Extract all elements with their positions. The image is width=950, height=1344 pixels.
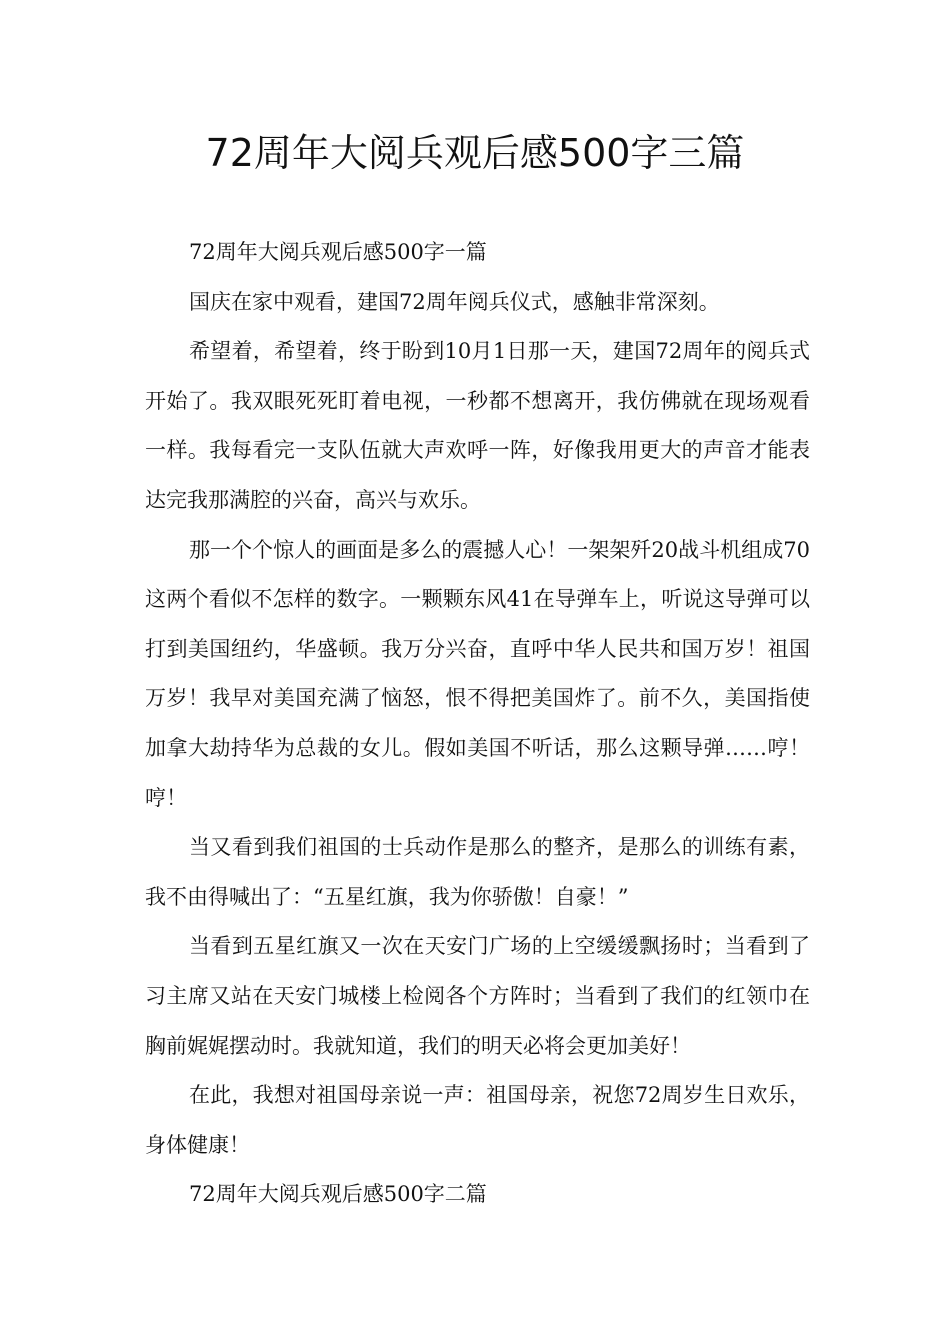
- section-heading-2: 72周年大阅兵观后感500字二篇: [189, 1182, 487, 1207]
- paragraph: 希望着，希望着，终于盼到10月1日那一天，建国72周年的阅兵式开始了。我双眼死死盯着电视，一秒都不想离开，我仿佛就在现场观看一样。我每看完一支队伍就大声欢呼一阵，好像我用更大的声音才能表达完我那满腔的兴奋，高兴与欢乐。: [145, 339, 810, 512]
- document-title: 72周年大阅兵观后感500字三篇: [205, 131, 745, 175]
- paragraph: 那一个个惊人的画面是多么的震撼人心！一架架歼20战斗机组成70这两个看似不怎样的数字。一颗颗东风41在导弹车上，听说这导弹可以打到美国纽约，华盛顿。我万分兴奋，直呼中华人民共和国万岁！祖国万岁！我早对美国充满了恼怒，恨不得把美国炸了。前不久，美国指使加拿大劫持华为总裁的女儿。假如美国不听话，那么这颗导弹……哼！哼！: [145, 537, 810, 810]
- paragraph-intro: 国庆在家中观看，建国72周年阅兵仪式，感触非常深刻。: [189, 289, 720, 314]
- section-heading-1: 72周年大阅兵观后感500字一篇: [189, 240, 487, 264]
- paragraph: 当看到五星红旗又一次在天安门广场的上空缓缓飘扬时；当看到了习主席又站在天安门城楼上检阅各个方阵时；当看到了我们的红领巾在胸前娓娓摆动时。我就知道，我们的明天必将会更加美好！: [145, 934, 810, 1058]
- document-body: [145, 228, 810, 1220]
- paragraph: 在此，我想对祖国母亲说一声：祖国母亲，祝您72周岁生日欢乐，身体健康！: [145, 1083, 810, 1157]
- paragraph: 当又看到我们祖国的士兵动作是那么的整齐，是那么的训练有素，我不由得喊出了：“五星红旗，我为你骄傲！自豪！”: [145, 835, 810, 909]
